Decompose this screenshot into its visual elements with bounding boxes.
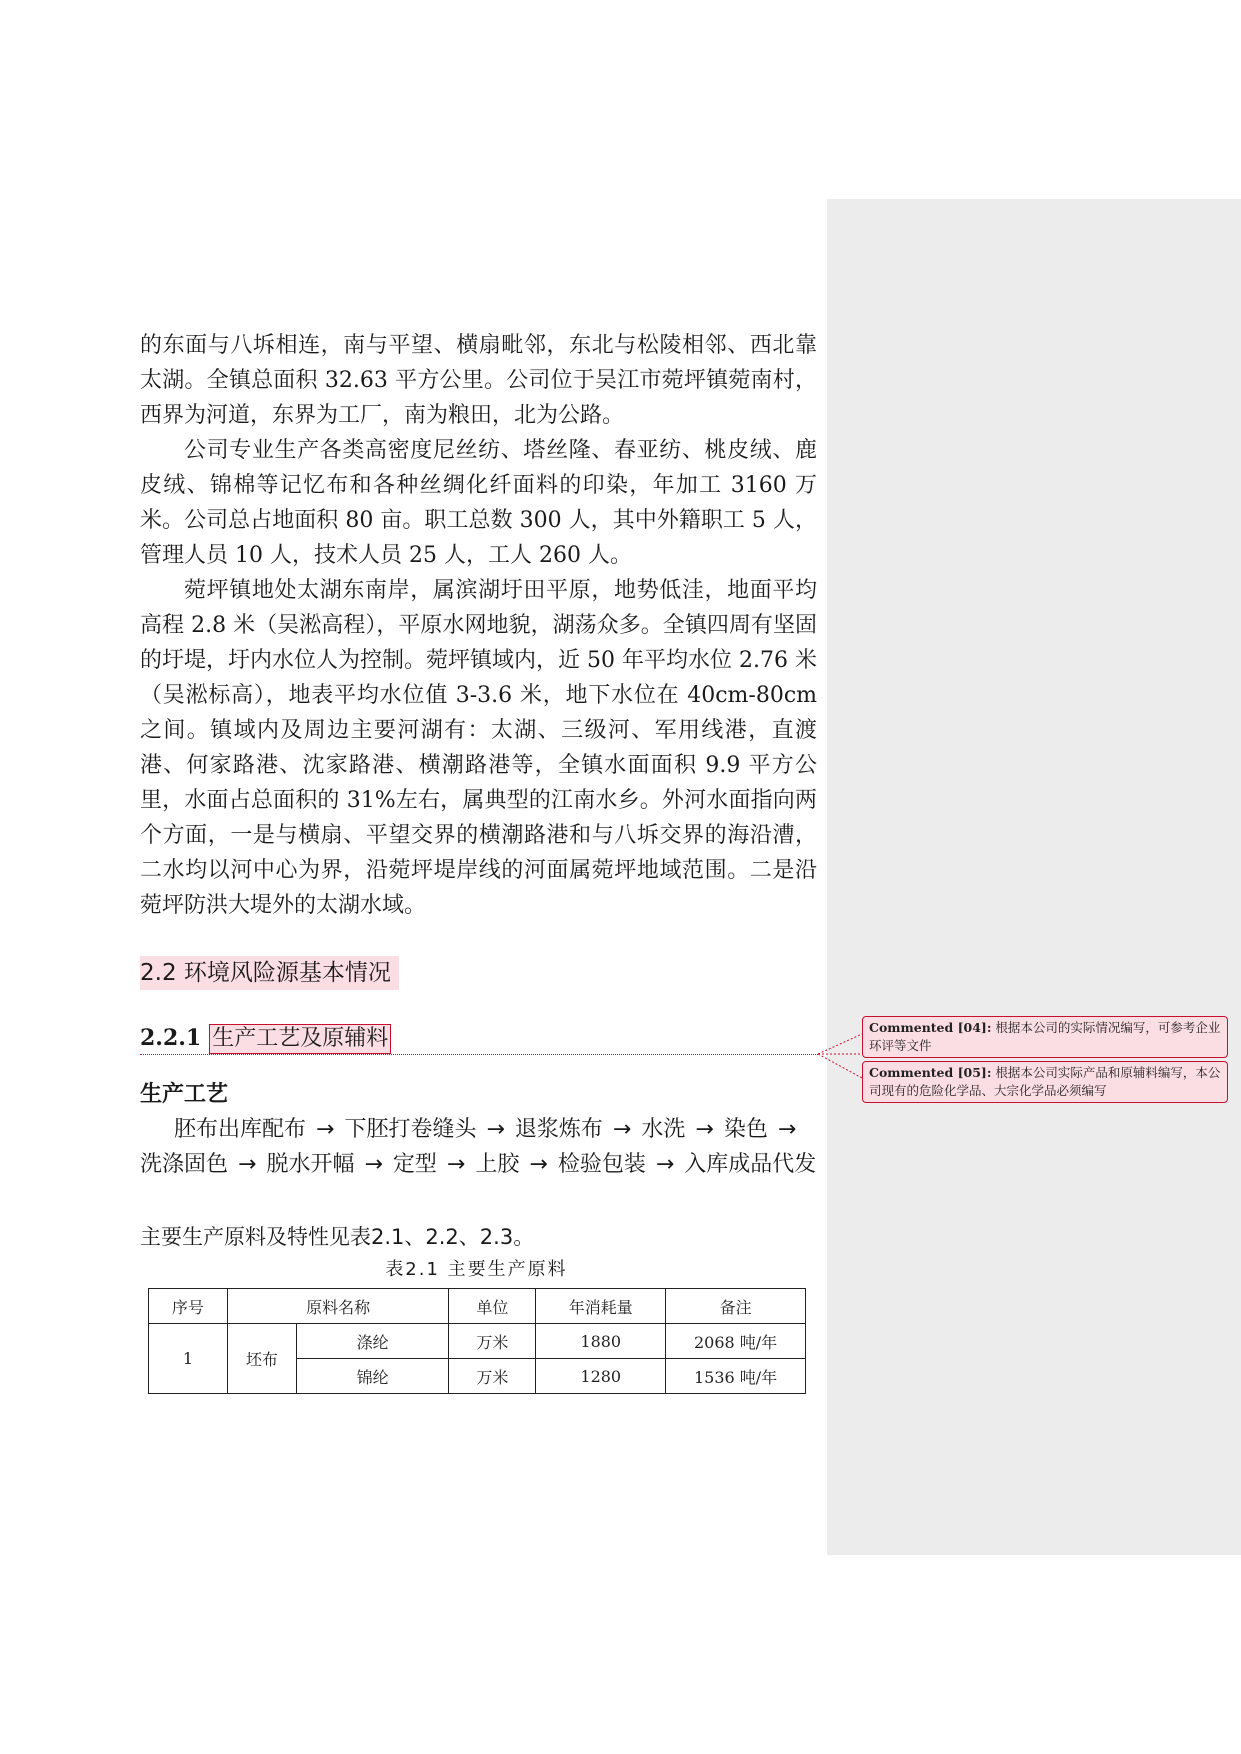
subheading-process: 生产工艺 — [140, 1082, 229, 1107]
process-step: 定型 — [392, 1152, 437, 1177]
header-cell: 年消耗量 — [536, 1289, 666, 1324]
arrow-icon: → — [446, 1152, 466, 1177]
process-step: 染色 — [723, 1117, 768, 1142]
header-cell: 原料名称 — [227, 1289, 449, 1324]
table-header-row — [149, 1289, 806, 1324]
comment-balloon-04[interactable] — [862, 1016, 1228, 1058]
cell-amount: 1880 — [536, 1324, 666, 1359]
comment-label: Commented [05]: — [869, 1065, 992, 1080]
process-step: 脱水开幅 — [266, 1152, 355, 1177]
process-step: 上胶 — [475, 1152, 520, 1177]
table-intro: 主要生产原料及特性见表2.1、2.2、2.3。 — [140, 1225, 535, 1249]
arrow-icon: → — [364, 1152, 383, 1177]
body-text — [140, 328, 817, 923]
paragraph: 菀坪镇地处太湖东南岸，属滨湖圩田平原，地势低洼，地面平均高程 2.8 米（吴淞高程），平原水网地貌，湖荡众多。全镇四周有坚固的圩堤，圩内水位人为控制。菀坪镇域内，近 50 年平均水位 2.76 米（吴淞标高），地表平均水位值 3-3.6 米，地下水位在 40cm-80cm 之间。镇域内及周边主要河湖有：太湖、三级河、军用线港，直渡港、何家路港、沈家路港、横潮路港等，全镇水面面积 9.9 平方公里，水面占总面积的 31%左右，属典型的江南水乡。外河水面指向两个方面，一是与横扇、平望交界的横潮路港和与八坼交界的海沿漕，二水均以河中心为界，沿菀坪堤岸线的河面属菀坪地域范围。二是沿菀坪防洪大堤外的太湖水域。 — [140, 578, 817, 918]
process-flow — [140, 1112, 840, 1182]
section-heading-2-2[interactable]: 2.2 环境风险源基本情况 — [140, 956, 399, 990]
process-step: 检验包装 — [557, 1152, 646, 1177]
paragraph: 的东面与八坼相连，南与平望、横扇毗邻，东北与松陵相邻、西北靠太湖。全镇总面积 32.63 平方公里。公司位于吴江市菀坪镇菀南村，西界为河道，东界为工厂，南为粮田，北为公路。 — [140, 333, 817, 428]
process-step: 洗涤固色 — [140, 1152, 229, 1177]
cell-name: 锦纶 — [296, 1359, 449, 1394]
section-heading-2-2-1[interactable] — [140, 1022, 391, 1054]
arrow-icon: → — [529, 1152, 548, 1177]
arrow-icon: → — [316, 1117, 335, 1142]
comment-label: Commented [04]: — [869, 1020, 992, 1035]
cell-name: 涤纶 — [296, 1324, 449, 1359]
comment-text: 根据本公司的实际情况编写，可参考企业环评等文件 — [869, 1020, 1221, 1053]
process-step: 入库成品代发 — [684, 1152, 817, 1177]
table-row — [149, 1324, 806, 1359]
table-caption: 表2.1 主要生产原料 — [385, 1259, 568, 1280]
process-step: 胚布出库配布 — [174, 1117, 307, 1142]
process-step: 水洗 — [641, 1117, 686, 1142]
comment-balloon-05[interactable] — [862, 1061, 1228, 1103]
heading-title-commented[interactable]: 生产工艺及原辅料 — [209, 1024, 391, 1054]
arrow-icon: → — [777, 1117, 797, 1142]
arrow-icon: → — [655, 1152, 675, 1177]
arrow-icon: → — [238, 1152, 257, 1177]
header-cell: 备注 — [666, 1289, 806, 1324]
process-step: 下胚打卷缝头 — [344, 1117, 477, 1142]
arrow-icon: → — [612, 1117, 632, 1142]
cell-unit: 万米 — [449, 1324, 536, 1359]
arrow-icon: → — [486, 1117, 505, 1142]
header-cell: 序号 — [149, 1289, 228, 1324]
cell-amount: 1280 — [536, 1359, 666, 1394]
materials-table — [148, 1288, 806, 1394]
comment-anchor-line — [140, 1054, 818, 1055]
header-cell: 单位 — [449, 1289, 536, 1324]
cell-group: 坯布 — [227, 1324, 296, 1394]
comment-text: 根据本公司实际产品和原辅料编写，本公司现有的危险化学品、大宗化学品必须编写 — [869, 1065, 1221, 1098]
cell-note: 2068 吨/年 — [666, 1324, 806, 1359]
arrow-icon: → — [695, 1117, 714, 1142]
cell-note: 1536 吨/年 — [666, 1359, 806, 1394]
heading-number: 2.2.1 — [140, 1025, 202, 1051]
comment-pane — [827, 199, 1241, 1555]
cell-serial: 1 — [149, 1324, 228, 1394]
paragraph: 公司专业生产各类高密度尼丝纺、塔丝隆、春亚纺、桃皮绒、鹿皮绒、锦棉等记忆布和各种丝绸化纤面料的印染，年加工 3160 万米。公司总占地面积 80 亩。职工总数 300 人，其中外籍职工 5 人，管理人员 10 人，技术人员 25 人，工人 260 人。 — [140, 438, 817, 568]
cell-unit: 万米 — [449, 1359, 536, 1394]
process-step: 退浆炼布 — [514, 1117, 603, 1142]
